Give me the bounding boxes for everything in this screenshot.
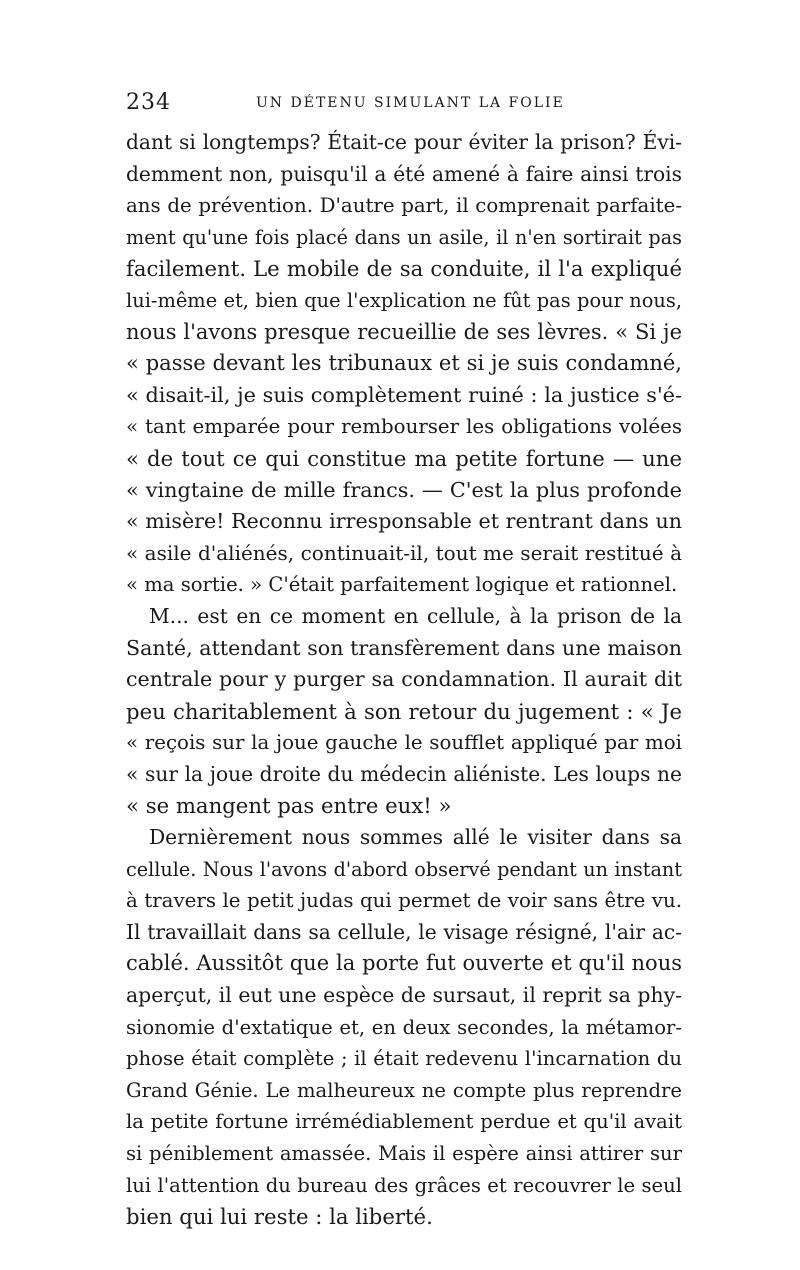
text-line: « vingtaine de mille francs. — C'est la plus profonde	[126, 477, 682, 502]
text-line: facilement. Le mobile de sa conduite, il l'a expliqué	[126, 256, 682, 282]
text-line: lui l'attention du bureau des grâces et recouvrer le seul	[126, 1173, 682, 1197]
paragraph-end-line: « ma sortie. » C'était parfaitement logique et rationnel.	[126, 573, 678, 597]
text-line: si péniblement amassée. Mais il espère ainsi attirer sur	[126, 1142, 682, 1165]
paragraph-end-line: « se mangent pas entre eux! »	[126, 793, 452, 819]
text-line: centrale pour y purger sa condamnation. Il aurait dit	[126, 667, 682, 692]
text-line: aperçut, il eut une espèce de sursaut, il reprit sa phy-	[126, 983, 682, 1008]
body-text	[126, 127, 682, 1233]
paragraph-first-line: M... est en ce moment en cellule, à la prison de la	[149, 603, 682, 628]
text-line: cellule. Nous l'avons d'abord observé pendant un instant	[126, 857, 682, 881]
text-line: « passe devant les tribunaux et si je suis condamné,	[126, 351, 682, 376]
text-line: Santé, attendant son transfèrement dans une maison	[126, 635, 682, 660]
paragraph-end-line: bien qui lui reste : la liberté.	[126, 1204, 433, 1230]
text-line: cablé. Aussitôt que la porte fut ouverte et qu'il nous	[126, 951, 682, 976]
text-line: « misère! Reconnu irresponsable et rentrant dans un	[126, 509, 682, 534]
text-line: demment non, puisqu'il a été amené à faire ainsi trois	[126, 161, 682, 186]
text-line: « de tout ce qui constitue ma petite fortune — une	[126, 445, 682, 471]
text-line: « sur la joue droite du médecin aliéniste. Les loups ne	[126, 761, 682, 786]
text-line: ment qu'une fois placé dans un asile, il n'en sortirait pas	[126, 225, 682, 249]
text-line: ans de prévention. D'autre part, il comprenait parfaite-	[126, 194, 682, 218]
text-line: phose était complète ; il était redevenu l'incarnation du	[126, 1047, 682, 1071]
text-line: la petite fortune irrémédiablement perdue et qu'il avait	[126, 1110, 682, 1134]
text-line: peu charitablement à son retour du jugement : « Je	[126, 698, 682, 724]
text-line: nous l'avons presque recueillie de ses lèvres. « Si je	[126, 319, 682, 344]
page-header	[126, 90, 686, 120]
text-line: dant si longtemps? Était-ce pour éviter la prison? Évi-	[126, 130, 682, 154]
text-line: « disait-il, je suis complètement ruiné : la justice s'é-	[126, 382, 682, 407]
text-line: Il travaillait dans sa cellule, le visage résigné, l'air ac-	[126, 919, 682, 944]
paragraph-first-line: Dernièrement nous sommes allé le visiter dans sa	[149, 825, 682, 850]
text-line: « tant emparée pour rembourser les obligations volées	[126, 415, 682, 439]
text-line: Grand Génie. Le malheureux ne compte plus reprendre	[126, 1078, 682, 1102]
page-number: 234	[126, 90, 171, 115]
text-line: à travers le petit judas qui permet de voir sans être vu.	[126, 889, 682, 913]
running-title: UN DÉTENU SIMULANT LA FOLIE	[256, 95, 565, 111]
text-line: « reçois sur la joue gauche le soufflet appliqué par moi	[126, 731, 682, 755]
text-line: lui-même et, bien que l'explication ne fût pas pour nous,	[126, 288, 682, 312]
text-line: sionomie d'extatique et, en deux secondes, la métamor-	[126, 1015, 682, 1039]
text-line: « asile d'aliénés, continuait-il, tout me serait restitué à	[126, 540, 682, 565]
